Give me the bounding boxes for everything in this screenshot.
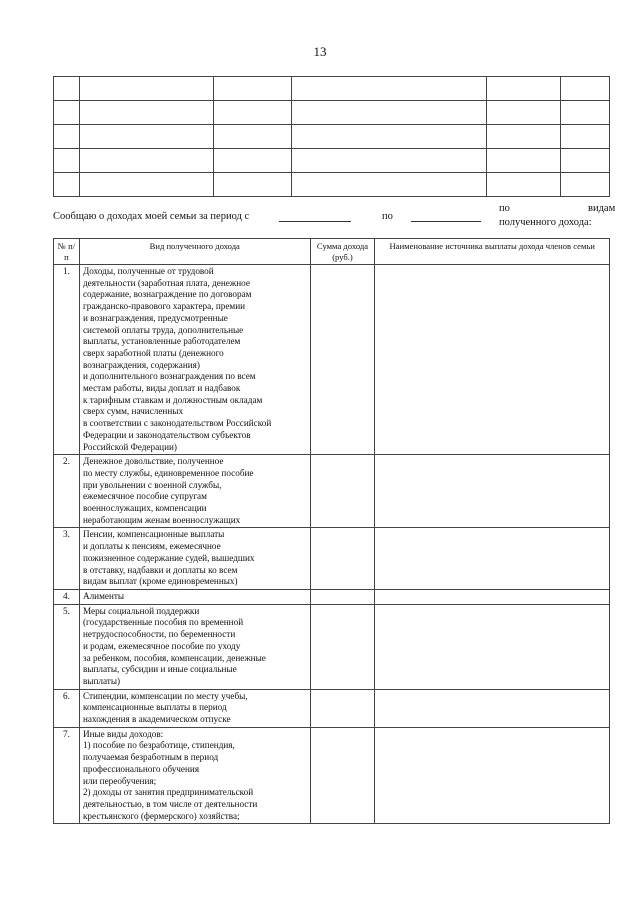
statement-text-to: по <box>382 211 393 222</box>
income-type-description: Алименты <box>79 589 310 604</box>
row-number: 4. <box>54 589 80 604</box>
income-type-description: Стипендии, компенсации по месту учебы, компенсационные выплаты в период нахождения в академическом отпуске <box>79 689 310 727</box>
income-row <box>54 689 610 727</box>
income-type-description: Пенсии, компенсационные выплаты и доплаты к пенсиям, ежемесячное пожизненное содержание судей, вышедших в отставку, надбавки и доплаты ко всем видам выплат (кроме единовременных) <box>79 528 310 590</box>
top-table-cell[interactable] <box>561 77 610 101</box>
statement-text-types: видам <box>588 203 616 214</box>
date-from-blank[interactable] <box>279 221 351 222</box>
top-table-cell[interactable] <box>487 173 561 197</box>
income-source-cell[interactable] <box>375 589 610 604</box>
top-table-cell[interactable] <box>291 101 487 125</box>
income-amount-cell[interactable] <box>310 528 375 590</box>
income-amount-cell[interactable] <box>310 265 375 455</box>
top-table-cell[interactable] <box>79 125 213 149</box>
income-amount-cell[interactable] <box>310 604 375 689</box>
income-source-cell[interactable] <box>375 727 610 824</box>
top-table-cell[interactable] <box>291 125 487 149</box>
row-number: 2. <box>54 455 80 528</box>
top-table-cell[interactable] <box>291 149 487 173</box>
top-table-cell[interactable] <box>487 125 561 149</box>
top-table-cell[interactable] <box>561 149 610 173</box>
income-source-cell[interactable] <box>375 528 610 590</box>
income-source-cell[interactable] <box>375 604 610 689</box>
row-number: 5. <box>54 604 80 689</box>
top-table-cell[interactable] <box>79 77 213 101</box>
top-table-cell[interactable] <box>213 125 291 149</box>
top-table-cell[interactable] <box>54 149 80 173</box>
income-statement-line <box>53 203 616 233</box>
row-number: 7. <box>54 727 80 824</box>
top-table-cell[interactable] <box>213 149 291 173</box>
top-table-cell[interactable] <box>487 149 561 173</box>
top-table-cell[interactable] <box>561 101 610 125</box>
top-table-cell[interactable] <box>213 77 291 101</box>
income-source-cell[interactable] <box>375 689 610 727</box>
income-row <box>54 265 610 455</box>
top-table-row <box>54 101 610 125</box>
top-table-cell[interactable] <box>54 77 80 101</box>
income-amount-cell[interactable] <box>310 455 375 528</box>
top-table-cell[interactable] <box>487 77 561 101</box>
income-type-description: Доходы, полученные от трудовой деятельности (заработная плата, денежное содержание, вознаграждение по договорам гражданско-правового характера, премии и вознаграждения, предусмотренные системой оплаты труда, дополнительные выплаты, установленные работодателем сверх заработной платы (денежного вознаграждения, содержания) и дополнительного вознаграждения по всем местам работы, виды доплат и надбавок к тарифным ставкам и должностным окладам сверх сумм, начисленных в соответствии с законодательством Российской Федерации и законодательством субъектов Российской Федерации) <box>79 265 310 455</box>
income-source-cell[interactable] <box>375 265 610 455</box>
statement-text-by: по <box>499 203 510 214</box>
income-row <box>54 589 610 604</box>
income-table <box>53 238 610 824</box>
top-table-cell[interactable] <box>487 101 561 125</box>
income-amount-cell[interactable] <box>310 689 375 727</box>
date-to-blank[interactable] <box>411 221 481 222</box>
income-amount-cell[interactable] <box>310 589 375 604</box>
statement-text-received-income: полученного дохода: <box>499 217 592 228</box>
top-table-cell[interactable] <box>561 125 610 149</box>
income-source-cell[interactable] <box>375 455 610 528</box>
page-number: 13 <box>313 44 327 59</box>
income-row <box>54 727 610 824</box>
top-table-row <box>54 77 610 101</box>
income-row <box>54 604 610 689</box>
top-table-cell[interactable] <box>54 125 80 149</box>
top-table-cell[interactable] <box>54 101 80 125</box>
header-num: № п/п <box>54 239 80 265</box>
top-table-cell[interactable] <box>561 173 610 197</box>
header-amount: Сумма дохода (руб.) <box>310 239 375 265</box>
income-row <box>54 455 610 528</box>
top-table-cell[interactable] <box>213 173 291 197</box>
income-amount-cell[interactable] <box>310 727 375 824</box>
top-table-cell[interactable] <box>54 173 80 197</box>
statement-text-period-from: Сообщаю о доходах моей семьи за период с <box>53 211 250 222</box>
income-type-description: Меры социальной поддержки (государственные пособия по временной нетрудоспособности, по беременности и родам, ежемесячное пособие по уходу за ребенком, пособия, компенсации, денежные выплаты, субсидии и иные социальные выплаты) <box>79 604 310 689</box>
income-row <box>54 528 610 590</box>
top-table-cell[interactable] <box>79 101 213 125</box>
top-blank-table <box>53 76 610 197</box>
top-table-cell[interactable] <box>291 77 487 101</box>
row-number: 6. <box>54 689 80 727</box>
income-type-description: Иные виды доходов: 1) пособие по безработице, стипендия, получаемая безработным в период профессионального обучения или переобучения; 2) доходы от занятия предпринимательской деятельностью, в том числе от деятельности крестьянского (фермерского) хозяйства; <box>79 727 310 824</box>
top-table-cell[interactable] <box>213 101 291 125</box>
top-table-cell[interactable] <box>291 173 487 197</box>
row-number: 3. <box>54 528 80 590</box>
income-type-description: Денежное довольствие, полученное по месту службы, единовременное пособие при увольнении с военной службы, ежемесячное пособие супругам военнослужащих, компенсации неработающим женам военнослужащих <box>79 455 310 528</box>
top-table-cell[interactable] <box>79 173 213 197</box>
header-income-type: Вид полученного дохода <box>79 239 310 265</box>
header-source: Наименование источника выплаты дохода членов семьи <box>375 239 610 265</box>
row-number: 1. <box>54 265 80 455</box>
top-table-row <box>54 125 610 149</box>
income-table-header-row <box>54 239 610 265</box>
top-table-cell[interactable] <box>79 149 213 173</box>
top-table-row <box>54 149 610 173</box>
top-table-row <box>54 173 610 197</box>
